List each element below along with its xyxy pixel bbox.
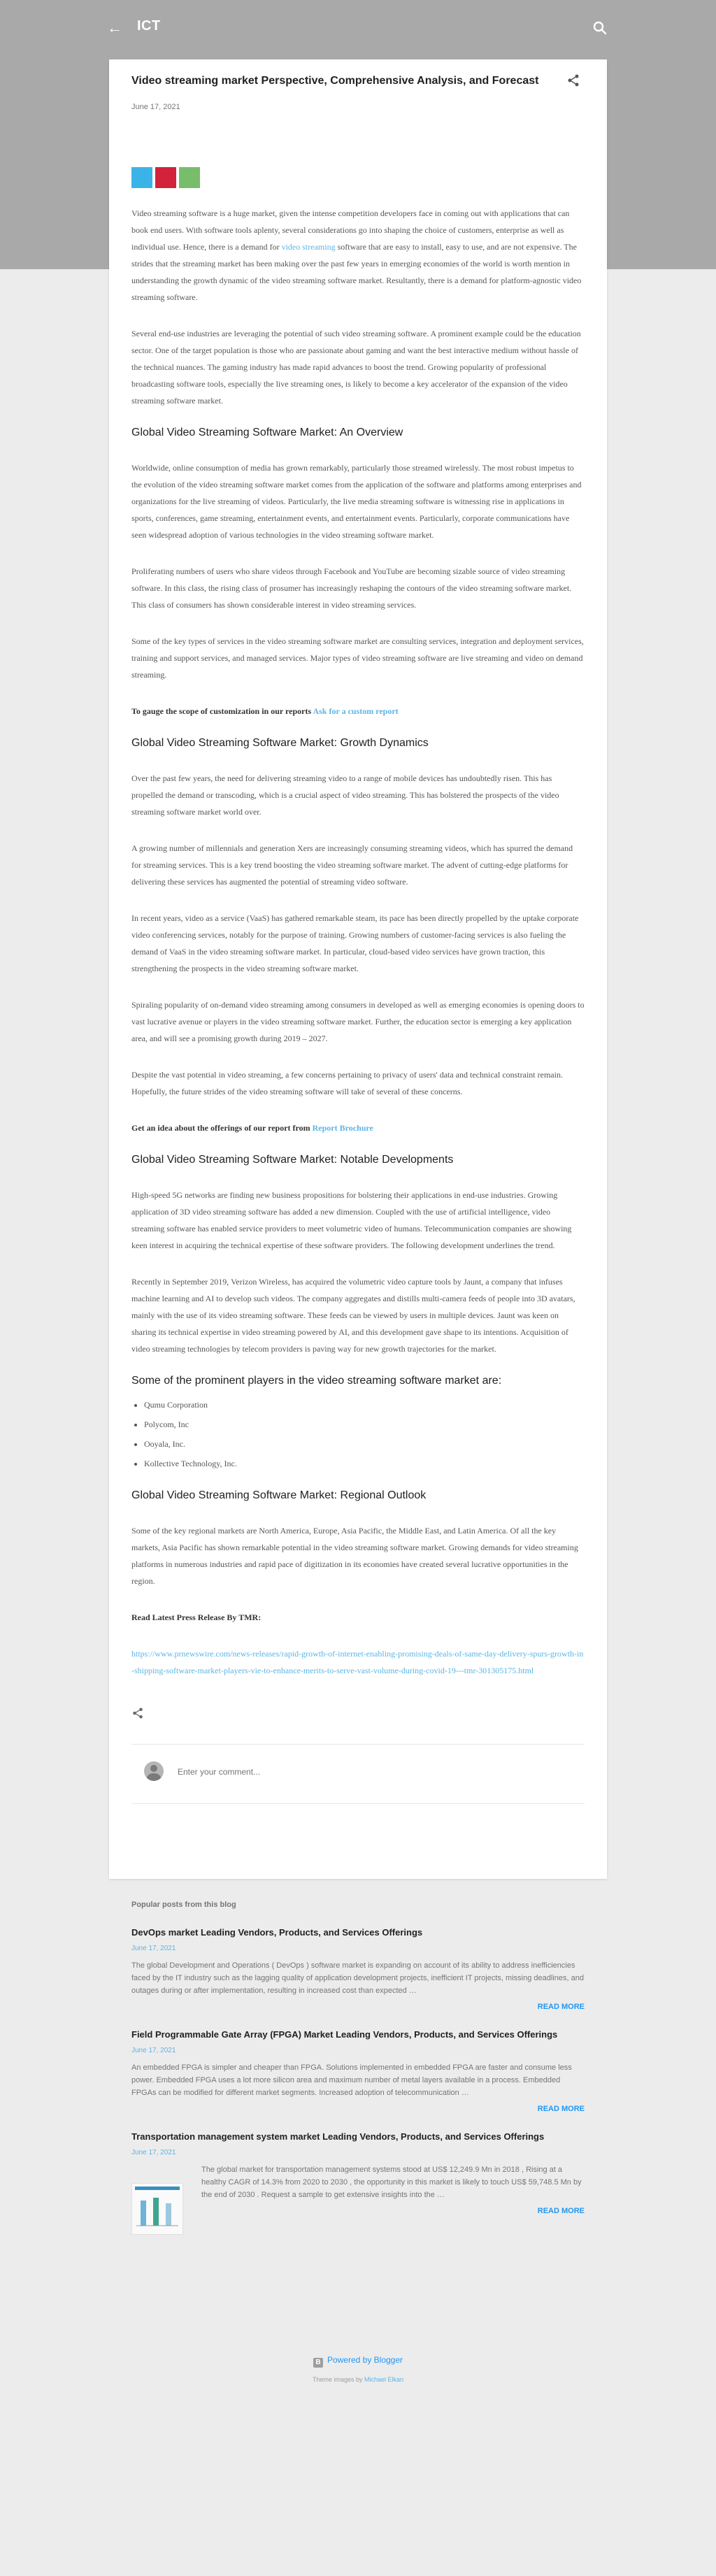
swatch-green [179,167,200,188]
popular-post [131,2028,585,2113]
paragraph: Recently in September 2019, Verizon Wireless, has acquired the volumetric video capture tools by Jaunt, a company that infuses machine learning and AI to develop such videos. The company aggregates and distills multi-camera feeds of people into 3D avatars, mainly with the use of its video streaming software. These feeds can be viewed by users in multiple devices. Jaunt was keen on sharing its technical expertise in video streaming powered by AI, and this development gave shape to its intentions. Acquisition of video streaming technologies by telecom providers is paving way for new growth trajectories for the market. [131,1277,575,1354]
post [131,59,585,1804]
popular-post-snippet: An embedded FPGA is simpler and cheaper than FPGA. Solutions implemented in embedded FPGA are faster and consume less power. Embedded FPGA uses a lot more silicon area and maximum number of metal layers available in a process. Embedded FPGAs can be modified for different market segments. Increased adoption of telecommunication … [131,2063,572,2097]
section-heading-growth: Global Video Streaming Software Market: Growth Dynamics [131,737,429,749]
share-icon-bottom[interactable] [131,1707,144,1719]
read-more-button[interactable]: READ MORE [537,2207,585,2215]
text: Video streaming software is a huge market, given the intense competition developers face in coming out with applications that can book end users. With software tools aplenty, several considerations go into shaping the choice of customers, enterprise as well as individual use. Hence, there is a demand for [131,208,570,252]
section-heading-notable: Global Video Streaming Software Market: Notable Developments [131,1154,454,1166]
read-more-button[interactable]: READ MORE [537,2105,585,2113]
popular-posts-heading: Popular posts from this blog [131,1901,236,1909]
paragraph: Some of the key regional markets are North America, Europe, Asia Pacific, the Middle East, and Latin America. Of all the key markets, Asia Pacific has shown remarkable potential in the video streaming software market. Growing demands for video streaming platforms in numerous industries and rapid pace of digitization in its economies have created several lucrative opportunities in the region. [131,1526,578,1586]
color-swatches [131,167,585,188]
post-card [109,59,607,1879]
list-item: • Polycom, Inc [144,1416,585,1433]
press-release-label: Read Latest Press Release By TMR: [131,1612,262,1622]
powered-by-text: Powered by Blogger [327,2355,403,2365]
report-brochure-link[interactable]: Report Brochure [312,1123,373,1133]
video-streaming-link[interactable]: video streaming [281,242,336,252]
brochure-callout [131,1119,585,1136]
theme-credit-text: Theme images by [312,2376,364,2383]
paragraph: Proliferating numbers of users who share videos through Facebook and YouTube are becoming sizable source of video streaming software. In this class, the rising class of prosumer has increasingly reshaping the contours of the video streaming software market. This class of consumers has shown considerable interest in video streaming services. [131,566,572,610]
paragraph: Some of the key types of services in the video streaming software market are consulting services, integration and deployment services, training and support services, and managed services. Major types of video streaming software are live streaming and video on demand streaming. [131,636,584,680]
paragraph: Despite the vast potential in video streaming, a few concerns pertaining to privacy of users' data and technical constraint remain. Hopefully, the future strides of the video streaming software will take of several of these concerns. [131,1070,563,1096]
blogger-icon: B [313,2358,323,2368]
press-release-paragraph [131,1645,585,1679]
list-item: • Qumu Corporation [144,1396,585,1413]
avatar-icon [144,1761,164,1781]
blog-name[interactable]: ICT [137,18,161,34]
paragraph: High-speed 5G networks are finding new business propositions for bolstering their applications in end-use industries. Growing application of 3D video streaming software has added a new dimension. Coupled with the use of artificial intelligence, video streaming software has enabled service providers to meet volumetric video of humans. Telecommunication companies are showing keen interest in acquiring the technical expertise of these software providers. The following development underlines the trend. [131,1190,572,1250]
footer [0,2355,716,2383]
text: software that are easy to install, easy to use, and are not expensive. The strides that the streaming market has been making over the past few years in emerging economies of the world is worth mention in understanding the growth dynamic of the video streaming software market. Resultantly, there is a demand for platform-agnostic video streaming software. [131,242,582,302]
post-date[interactable]: June 17, 2021 [131,103,180,111]
section-heading-players: Some of the prominent players in the video streaming software market are: [131,1375,502,1387]
post-body [131,205,585,1679]
players-list [131,1396,585,1472]
popular-post [131,2130,585,2215]
paragraph: In recent years, video as a service (VaaS) has gathered remarkable steam, its pace has been directly propelled by the uptake corporate video conferencing services, notably for the purpose of training. Growing numbers of customer-facing services is also fueling the demand of VaaS in the video streaming software market. In particular, cloud-based video services have grown traction, this strengthening the prospects in the video streaming software market. [131,913,579,973]
paragraph [131,205,585,306]
section-heading-regional: Global Video Streaming Software Market: Regional Outlook [131,1489,427,1501]
custom-report-link[interactable]: Ask for a custom report [313,706,399,716]
popular-post-date[interactable]: June 17, 2021 [131,2149,176,2156]
divider [131,1744,585,1745]
text: To gauge the scope of customization in our reports [131,706,313,716]
read-more-button[interactable]: READ MORE [537,2003,585,2011]
comment-row [131,1761,585,1782]
list-item: • Ooyala, Inc. [144,1436,585,1452]
post-title: Video streaming market Perspective, Comprehensive Analysis, and Forecast [131,75,539,87]
paragraph: Worldwide, online consumption of media has grown remarkably, particularly those streamed wirelessly. The most robust impetus to the evolution of the video streaming software market comes from the application of the software and platforms among enterprises and organizations for the live streaming of videos. Particularly, the live media streaming software is witnessing rise in applications in sports, conferences, game streaming, entertainment events, and entertainment events. Particularly, corporate communications have seen widespread adoption of various technologies in the video streaming software market. [131,463,582,540]
popular-post-title[interactable]: Transportation management system market Leading Vendors, Products, and Services Offerings [131,2131,545,2142]
theme-author-link[interactable]: Michael Elkan [364,2376,404,2383]
section-heading-overview: Global Video Streaming Software Market: An Overview [131,427,403,438]
theme-credit [0,2376,716,2383]
text: Get an idea about the offerings of our report from [131,1123,313,1133]
popular-post-title[interactable]: Field Programmable Gate Array (FPGA) Market Leading Vendors, Products, and Services Offerings [131,2029,558,2040]
custom-report-callout [131,703,585,720]
popular-post [131,1926,585,2011]
press-release-link[interactable]: https://www.prnewswire.com/news-releases/rapid-growth-of-internet-enabling-promising-deals-of-same-day-delivery-spurs-growth-in-shipping-software-market-players-vie-to-enhance-merits-to-serve-vast-volume-during-covid-19---tmr-301305175.html [131,1649,584,1675]
paragraph: Over the past few years, the need for delivering streaming video to a range of mobile devices has undoubtedly risen. This has propelled the demand or transcoding, which is a crucial aspect of video streaming. This has bolstered the prospects of the video streaming software market world over. [131,773,559,817]
paragraph: A growing number of millennials and generation Xers are increasingly consuming streaming videos, which has spurred the demand for streaming services. This is a key trend boosting the video streaming software market. The advent of cutting-edge platforms for delivering these services has augmented the potential of streaming video software. [131,843,573,887]
divider [131,1803,585,1804]
popular-post-date[interactable]: June 17, 2021 [131,1945,176,1952]
popular-post-snippet: The global market for transportation management systems stood at US$ 12,249.9 Mn in 2018 , Rising at a healthy CAGR of 14.3% from 2020 to 2030 , the opportunity in this market is likely to touch US$ 59,748.5 Mn by the end of 2030 . Request a sample to get extensive insights into the … [201,2166,582,2199]
search-icon[interactable] [592,20,608,36]
popular-post-title[interactable]: DevOps market Leading Vendors, Products, and Services Offerings [131,1927,423,1938]
comment-input[interactable] [176,1764,571,1780]
swatch-red [155,167,176,188]
post-thumbnail-icon[interactable] [131,2183,183,2235]
list-item: • Kollective Technology, Inc. [144,1455,585,1472]
popular-post-date[interactable]: June 17, 2021 [131,2047,176,2054]
app-bar [0,0,716,56]
popular-posts [131,1901,585,2215]
popular-post-snippet: The global Development and Operations ( DevOps ) software market is expanding on account of its ability to address inefficiencies faced by the IT industry such as the lagging quality of application development projects, inefficient IT projects, missing deadlines, and outages during or after implementation, resulting in increased cost than expected … [131,1961,584,1995]
swatch-blue [131,167,152,188]
back-arrow-icon[interactable]: ← [107,19,122,36]
paragraph: Several end-use industries are leveraging the potential of such video streaming software. A prominent example could be the education sector. One of the target population is those who are passionate about gaming and want the best interactive medium without hassle of the technical nuances. The gaming industry has made rapid advances to boost the trend. Growing popularity of professional broadcasting software tools, especially the live streaming ones, is likely to become a key accelerator of the expansion of the video streaming software market. [131,329,581,406]
paragraph: Spiraling popularity of on-demand video streaming among consumers in developed as well as emerging economies is opening doors to vast lucrative avenue or players in the video streaming software market. Further, the education sector is emerging a key application area, and will see a promising growth during 2019 – 2027. [131,1000,585,1043]
powered-by-link[interactable] [0,2355,716,2368]
